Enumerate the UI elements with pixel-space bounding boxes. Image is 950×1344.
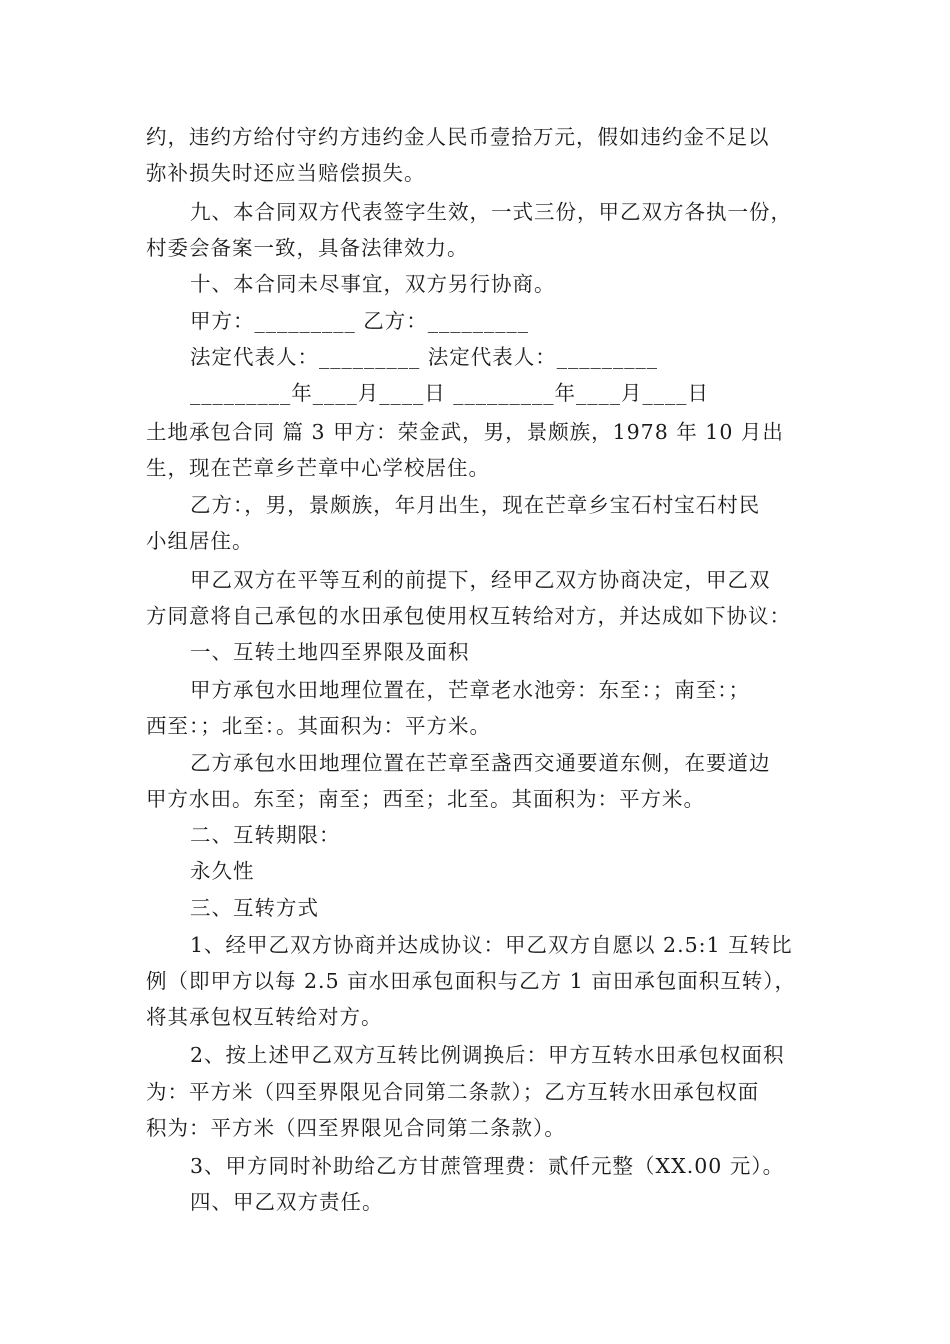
text-line: 弥补损失时还应当赔偿损失。 [146, 161, 426, 185]
text-line: 甲方水田。东至；南至；西至；北至。其面积为：平方米。 [146, 787, 705, 811]
text-line: 九、本合同双方代表签字生效，一式三份，甲乙双方各执一份， [190, 200, 792, 224]
text-line: 为：平方米（四至界限见合同第二条款）；乙方互转水田承包权面 [146, 1080, 760, 1104]
text-line: 例（即甲方以每 2.5 亩水田承包面积与乙方 1 亩田承包面积互转）， [146, 969, 796, 993]
text-line: 2、按上述甲乙双方互转比例调换后：甲方互转水田承包权面积 [190, 1043, 785, 1067]
text-line: 甲方承包水田地理位置在，芒章老水池旁：东至：；南至：； [190, 678, 750, 702]
text-line: 方同意将自己承包的水田承包使用权互转给对方，并达成如下协议： [146, 604, 791, 628]
text-line: 永久性 [190, 859, 255, 883]
text-line: 乙方：，男，景颇族，年月出生，现在芒章乡宝石村宝石村民 [190, 493, 761, 517]
text-line: 3、甲方同时补助给乙方甘蔗管理费：贰仟元整（XX.00 元）。 [190, 1154, 785, 1178]
text-line: 积为：平方米（四至界限见合同第二条款）。 [146, 1116, 566, 1140]
text-line: 西至：；北至：。其面积为：平方米。 [146, 714, 491, 738]
text-line: 乙方承包水田地理位置在芒章至盏西交通要道东侧，在要道边 [190, 751, 771, 775]
text-line: 四、甲乙双方责任。 [190, 1190, 384, 1214]
text-line: 二、互转期限： [190, 823, 341, 847]
signature-line: 法定代表人：_________ 法定代表人：_________ [190, 345, 659, 369]
text-line: 十、本合同未尽事宜，双方另行协商。 [190, 272, 556, 296]
section-heading: 土地承包合同 篇 3 甲方：荣金武，男，景颇族，1978 年 10 月出 [146, 420, 784, 444]
text-line: 将其承包权互转给对方。 [146, 1005, 383, 1029]
text-line: 甲乙双方在平等互利的前提下，经甲乙双方协商决定，甲乙双 [190, 568, 771, 592]
text-line: 三、互转方式 [190, 896, 319, 920]
date-line: _________年____月____日 _________年____月____日 [190, 381, 710, 405]
text-line: 1、经甲乙双方协商并达成协议：甲乙双方自愿以 2.5:1 互转比 [190, 933, 793, 957]
text-line: 小组居住。 [146, 529, 254, 553]
signature-line: 甲方：_________ 乙方：_________ [190, 309, 530, 333]
text-line: 生，现在芒章乡芒章中心学校居住。 [146, 456, 490, 480]
text-line: 约，违约方给付守约方违约金人民币壹拾万元，假如违约金不足以 [146, 125, 770, 149]
text-line: 一、互转土地四至界限及面积 [190, 640, 470, 664]
text-line: 村委会备案一致，具备法律效力。 [146, 236, 469, 260]
